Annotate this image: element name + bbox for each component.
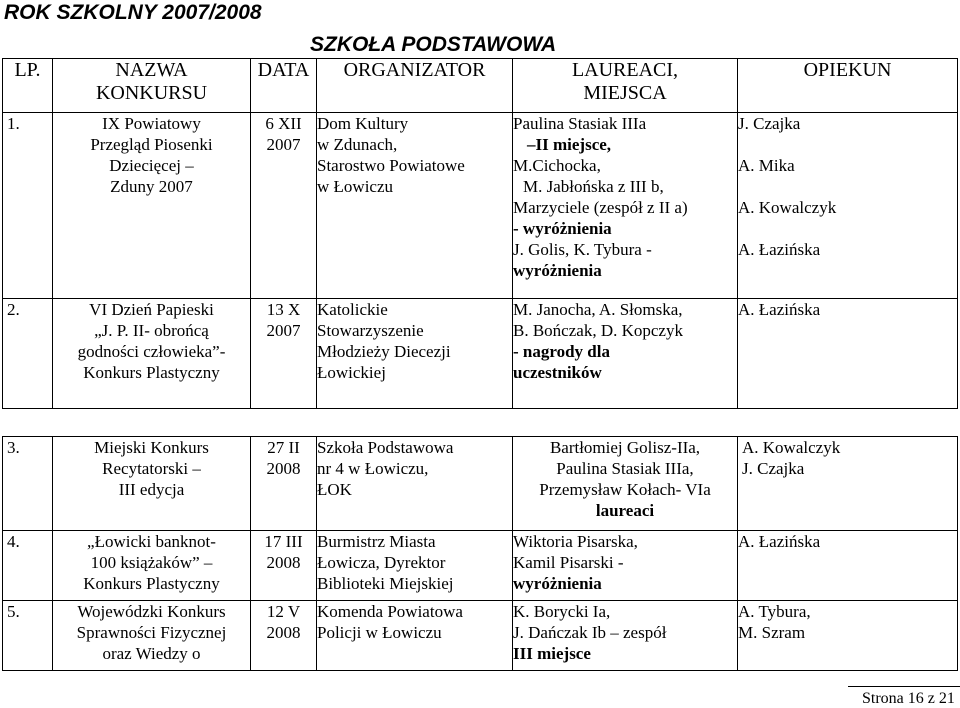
organizator-line: Szkoła Podstawowa xyxy=(317,438,454,457)
table-row xyxy=(3,531,958,601)
organizator-line: Stowarzyszenie xyxy=(317,321,424,340)
row-organizator xyxy=(317,601,513,671)
row-opiekun xyxy=(738,437,958,531)
row-lp xyxy=(3,601,53,671)
laureaci-line: M.Cichocka, xyxy=(513,156,601,175)
row-opiekun xyxy=(738,299,958,409)
data-line: 2007 xyxy=(266,321,301,340)
nazwa-line: Konkurs Plastyczny xyxy=(83,574,220,593)
nazwa-line: IX Powiatowy xyxy=(102,114,201,133)
header-nazwa-line: KONKURSU xyxy=(95,82,208,104)
laureaci-line: Przemysław Kołach- VIa xyxy=(539,480,711,499)
data-line: 17 III xyxy=(264,532,303,551)
table-row xyxy=(3,437,958,531)
row-opiekun xyxy=(738,531,958,601)
header-nazwa-line: NAZWA xyxy=(115,59,188,81)
row-laureaci xyxy=(513,601,738,671)
header-lp: LP. xyxy=(3,59,53,113)
row-data xyxy=(251,601,317,671)
opiekun-line: A. Łazińska xyxy=(738,240,821,259)
header-opiekun: OPIEKUN xyxy=(738,59,958,113)
opiekun-line: A. Tybura, xyxy=(738,602,811,621)
laureaci-line: Wiktoria Pisarska, xyxy=(513,532,638,551)
row-nazwa xyxy=(53,113,251,299)
opiekun-line: A. Łazińska xyxy=(738,532,821,551)
laureaci-line: Bartłomiej Golisz-IIa, xyxy=(549,438,701,457)
data-line: 2008 xyxy=(266,623,301,642)
laureaci-line: Marzyciele (zespół z II a) xyxy=(513,198,688,217)
laureaci-line: B. Bończak, D. Kopczyk xyxy=(513,321,683,340)
nazwa-line: Przegląd Piosenki xyxy=(90,135,213,154)
organizator-line: Burmistrz Miasta xyxy=(317,532,436,551)
nazwa-line: „J. P. II- obrońcą xyxy=(94,321,209,340)
row-data xyxy=(251,437,317,531)
opiekun-line: M. Szram xyxy=(738,623,806,642)
lp-value: 1. xyxy=(7,114,20,133)
header-laureaci xyxy=(513,59,738,113)
organizator-line: w Łowiczu xyxy=(317,177,394,196)
header-organizator: ORGANIZATOR xyxy=(317,59,513,113)
laureaci-line: J. Dańczak Ib – zespół xyxy=(513,623,667,642)
header-laureaci-line: MIEJSCA xyxy=(583,82,667,104)
row-nazwa xyxy=(53,531,251,601)
laureaci-line: - wyróżnienia xyxy=(513,219,612,238)
opiekun-line: A. Łazińska xyxy=(738,300,821,319)
laureaci-line: uczestników xyxy=(513,363,602,382)
row-data xyxy=(251,531,317,601)
organizator-line: Biblioteki Miejskiej xyxy=(317,574,454,593)
laureaci-line: M. Janocha, A. Słomska, xyxy=(513,300,683,319)
data-line: 12 V xyxy=(266,602,301,621)
section-title: SZKOŁA PODSTAWOWA xyxy=(310,33,557,56)
laureaci-line: wyróżnienia xyxy=(513,261,602,280)
table-row xyxy=(3,601,958,671)
row-data xyxy=(251,113,317,299)
organizator-line: Łowicza, Dyrektor xyxy=(317,553,446,572)
laureaci-line: III miejsce xyxy=(513,644,591,663)
laureaci-line: M. Jabłońska z III b, xyxy=(523,177,664,196)
organizator-line: Katolickie xyxy=(317,300,388,319)
organizator-line: nr 4 w Łowiczu, xyxy=(317,459,429,478)
data-line: 6 XII xyxy=(265,114,302,133)
laureaci-line: J. Golis, K. Tybura - xyxy=(513,240,652,259)
laureaci-line: –II miejsce, xyxy=(527,135,612,154)
organizator-line: w Zdunach, xyxy=(317,135,398,154)
row-organizator xyxy=(317,437,513,531)
nazwa-line: Dziecięcej – xyxy=(109,156,194,175)
laureaci-line: Kamil Pisarski - xyxy=(513,553,624,572)
organizator-line: Policji w Łowiczu xyxy=(317,623,442,642)
organizator-line: ŁOK xyxy=(317,480,352,499)
nazwa-line: godności człowieka”- xyxy=(77,342,226,361)
header-nazwa-konkursu xyxy=(53,59,251,113)
nazwa-line: oraz Wiedzy o xyxy=(102,644,201,663)
row-organizator xyxy=(317,113,513,299)
header-data: DATA xyxy=(251,59,317,113)
footer-divider xyxy=(848,686,960,687)
nazwa-line: VI Dzień Papieski xyxy=(89,300,214,319)
row-nazwa xyxy=(53,601,251,671)
lp-value: 5. xyxy=(7,602,20,621)
document-title: ROK SZKOLNY 2007/2008 xyxy=(4,1,262,24)
row-laureaci xyxy=(513,437,738,531)
table-row xyxy=(3,113,958,299)
row-lp xyxy=(3,531,53,601)
opiekun-line: J. Czajka xyxy=(742,459,805,478)
organizator-line: Starostwo Powiatowe xyxy=(317,156,465,175)
organizator-line: Łowickiej xyxy=(317,363,386,382)
opiekun-line: A. Kowalczyk xyxy=(738,198,837,217)
lp-value: 3. xyxy=(7,438,20,457)
row-nazwa xyxy=(53,437,251,531)
laureaci-line: Paulina Stasiak IIIa xyxy=(513,114,647,133)
row-laureaci xyxy=(513,299,738,409)
page-number: Strona 16 z 21 xyxy=(862,690,955,707)
row-laureaci xyxy=(513,531,738,601)
data-line: 2007 xyxy=(266,135,301,154)
organizator-line: Młodzieży Diecezji xyxy=(317,342,451,361)
laureaci-line: - nagrody dla xyxy=(513,342,610,361)
header-laureaci-line: LAUREACI, xyxy=(571,59,679,81)
row-lp xyxy=(3,299,53,409)
table-row xyxy=(3,299,958,409)
row-opiekun xyxy=(738,113,958,299)
data-line: 13 X xyxy=(266,300,301,319)
data-line: 2008 xyxy=(266,459,301,478)
nazwa-line: Sprawności Fizycznej xyxy=(76,623,227,642)
laureaci-line: laureaci xyxy=(595,501,655,520)
opiekun-line: A. Mika xyxy=(738,156,795,175)
nazwa-line: 100 książaków” – xyxy=(90,553,213,572)
row-organizator xyxy=(317,531,513,601)
laureaci-line: Paulina Stasiak IIIa, xyxy=(556,459,694,478)
opiekun-line: A. Kowalczyk xyxy=(742,438,841,457)
nazwa-line: Konkurs Plastyczny xyxy=(83,363,220,382)
competitions-table-bottom xyxy=(2,436,958,671)
opiekun-line: J. Czajka xyxy=(738,114,801,133)
lp-value: 4. xyxy=(7,532,20,551)
nazwa-line: Miejski Konkurs xyxy=(94,438,209,457)
row-organizator xyxy=(317,299,513,409)
table-header-row xyxy=(3,59,958,113)
row-data xyxy=(251,299,317,409)
data-line: 27 II xyxy=(267,438,300,457)
row-lp xyxy=(3,113,53,299)
nazwa-line: Recytatorski – xyxy=(102,459,201,478)
laureaci-line: K. Borycki Ia, xyxy=(513,602,611,621)
row-lp xyxy=(3,437,53,531)
lp-value: 2. xyxy=(7,300,20,319)
row-laureaci xyxy=(513,113,738,299)
nazwa-line: Zduny 2007 xyxy=(110,177,193,196)
nazwa-line: Wojewódzki Konkurs xyxy=(77,602,226,621)
data-line: 2008 xyxy=(266,553,301,572)
nazwa-line: III edycja xyxy=(118,480,185,499)
organizator-line: Dom Kultury xyxy=(317,114,409,133)
nazwa-line: „Łowicki banknot- xyxy=(87,532,216,551)
row-opiekun xyxy=(738,601,958,671)
row-nazwa xyxy=(53,299,251,409)
laureaci-line: wyróżnienia xyxy=(513,574,602,593)
competitions-table-top xyxy=(2,58,958,409)
organizator-line: Komenda Powiatowa xyxy=(317,602,463,621)
